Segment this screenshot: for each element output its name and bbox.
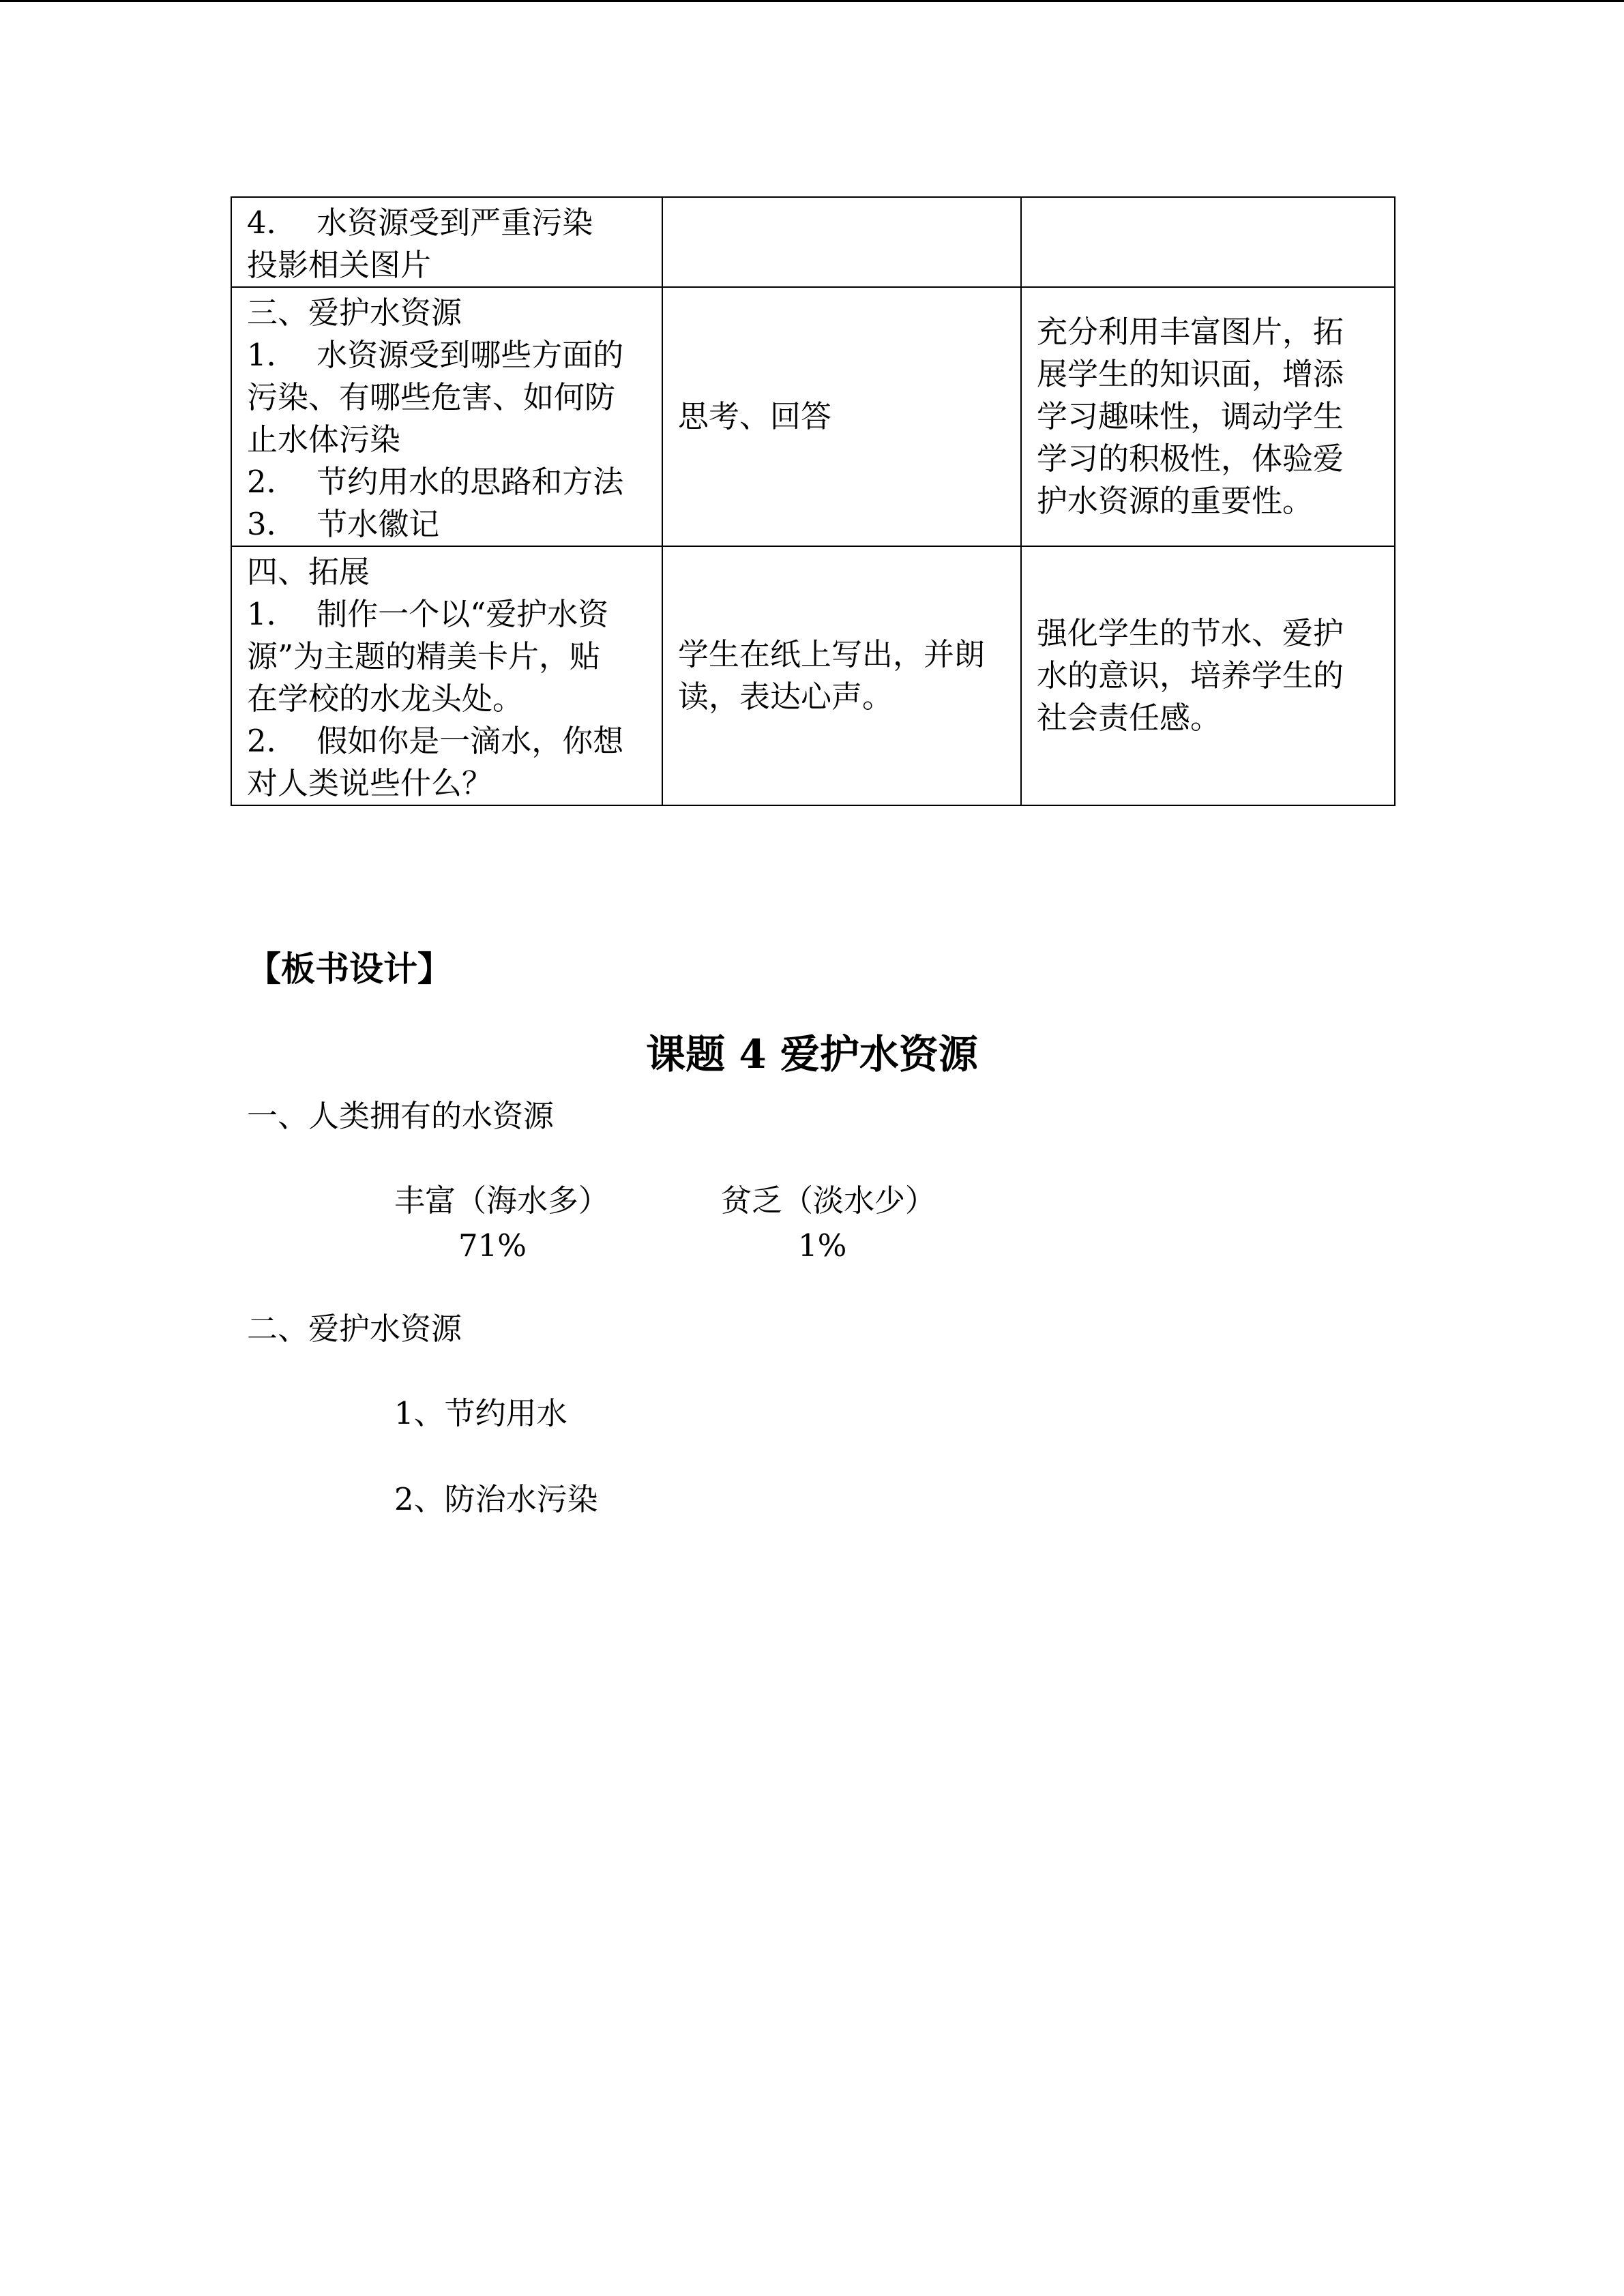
table-row (231, 287, 1395, 546)
student-activity-text: 学生在纸上写出，并朗 读，表达心声。 (678, 636, 986, 715)
teacher-activity-cell (231, 546, 662, 805)
student-activity-cell (662, 197, 1021, 287)
poor-label: 贫乏（淡水少） (721, 1182, 936, 1219)
table-row (231, 197, 1395, 287)
table-row (231, 546, 1395, 805)
design-intent-text: 充分利用丰富图片，拓 展学生的知识面，增添 学习趣味性，调动学生 学习的积极性，体验爱 护水资源的重要性。 (1037, 314, 1344, 519)
rich-value: 71% (458, 1227, 527, 1264)
design-intent-text: 强化学生的节水、爱护 水的意识，培养学生的 社会责任感。 (1037, 615, 1344, 736)
water-resources-heading: 一、人类拥有的水资源 (247, 1098, 555, 1134)
student-activity-cell (662, 287, 1021, 546)
teacher-activity-text: 三、爱护水资源 1． 水资源受到哪些方面的 污染、有哪些危害、如何防 止水体污染 2． 节约用水的思路和方法 3． 节水徽记 (247, 295, 624, 542)
rich-label: 丰富（海水多） (394, 1182, 610, 1219)
teacher-activity-cell (231, 287, 662, 546)
prevent-pollution-item: 2、防治水污染 (394, 1481, 598, 1517)
protect-water-heading: 二、爱护水资源 (247, 1311, 462, 1347)
poor-value: 1% (798, 1227, 847, 1264)
board-design-heading: 【板书设计】 (247, 949, 452, 989)
save-water-item: 1、节约用水 (394, 1395, 567, 1431)
design-intent-cell (1021, 197, 1395, 287)
lesson-plan-table (231, 196, 1396, 806)
student-activity-text: 思考、回答 (678, 398, 832, 434)
teacher-activity-text: 4． 水资源受到严重污染 投影相关图片 (247, 205, 593, 283)
board-title: 课题 4 爱护水资源 (646, 1031, 978, 1077)
teacher-activity-text: 四、拓展 1． 制作一个以“爱护水资 源”为主题的精美卡片，贴 在学校的水龙头处。 2． 假如你是一滴水，你想 对人类说些什么？ (247, 554, 624, 801)
top-rule (0, 0, 1624, 2)
design-intent-cell (1021, 546, 1395, 805)
design-intent-cell (1021, 287, 1395, 546)
teacher-activity-cell (231, 197, 662, 287)
student-activity-cell (662, 546, 1021, 805)
